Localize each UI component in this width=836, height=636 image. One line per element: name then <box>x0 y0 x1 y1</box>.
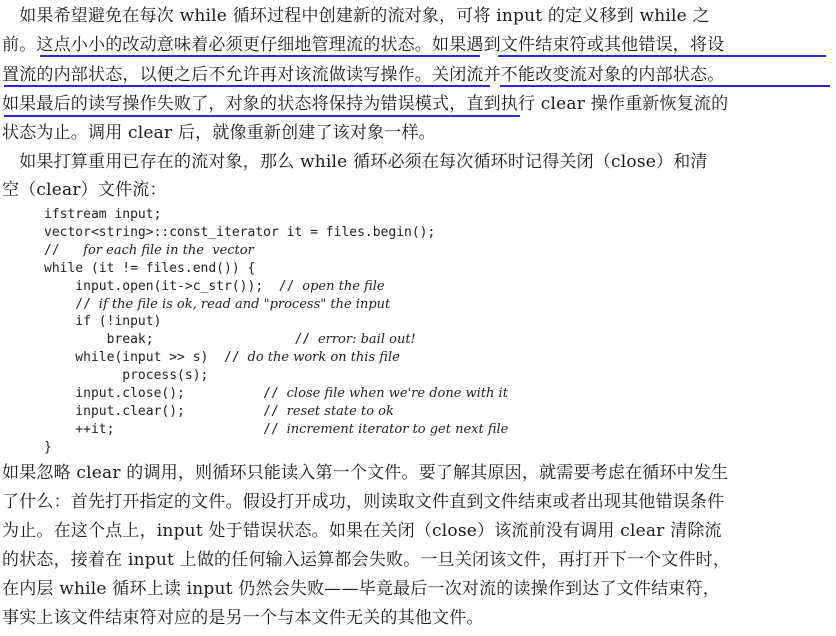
highlight-underline <box>4 85 490 87</box>
code-comment: close file when we're done with it <box>286 386 508 401</box>
paragraph-1-line-3: 置流的内部状态，以便之后不允许再对该流做读写操作。关闭流并不能改变流对象的内部状态。 <box>2 65 725 85</box>
code-text: while (it != files.end()) { <box>44 260 256 276</box>
code-line <box>44 331 416 349</box>
code-line <box>44 385 508 403</box>
code-line <box>44 278 385 296</box>
code-comment: error: bail out! <box>317 332 416 348</box>
paragraph-1-line-5: 状态为止。调用 clear 后，就像重新创建了该对象一样。 <box>2 123 436 143</box>
paragraph-2-line-1: 如果打算重用已存在的流对象，那么 while 循环必须在每次循环时记得关闭（close）和清 <box>2 152 708 172</box>
paragraph-3-line-3: 为止。在这个点上，input 处于错误状态。如果在关闭（close）该流前没有调用 clear 清除流 <box>2 521 722 541</box>
code-comment: for each file in the vector <box>83 242 254 258</box>
code-text: // <box>44 296 99 312</box>
code-line <box>44 349 400 367</box>
code-line <box>44 206 161 224</box>
highlight-underline <box>498 55 826 57</box>
paragraph-1-line-4: 如果最后的读写操作失败了，对象的状态将保持为错误模式，直到执行 clear 操作重新恢复流的 <box>2 94 729 114</box>
code-text: process(s); <box>44 368 209 384</box>
code-comment: if the file is ok, read and "process" the input <box>98 296 391 312</box>
code-text: input.open(it->c_str()); // <box>44 278 303 294</box>
code-text: input.clear(); // <box>44 403 287 419</box>
paragraph-3-line-6: 事实上该文件结束符对应的是另一个与本文件无关的其他文件。 <box>2 608 484 628</box>
code-line <box>44 260 255 278</box>
paragraph-3-line-5: 在内层 while 循环上读 input 仍然会失败——毕竟最后一次对流的读操作到达了文件结束符， <box>2 579 720 599</box>
code-line <box>44 367 208 385</box>
code-line <box>44 439 52 457</box>
code-text: ++it; // <box>44 421 287 437</box>
code-line <box>44 421 508 439</box>
paragraph-1-line-1: 如果希望避免在每次 while 循环过程中创建新的流对象，可将 input 的定义移到 while 之 <box>2 6 710 26</box>
code-line <box>44 403 394 421</box>
code-text: while(input >> s) // <box>44 350 248 366</box>
code-line <box>44 296 390 314</box>
code-text: // <box>44 242 84 258</box>
paragraph-3-line-1: 如果忽略 clear 的调用，则循环只能读入第一个文件。要了解其原因，就需要考虑在循环中发生 <box>2 463 729 483</box>
code-comment: reset state to ok <box>286 403 394 419</box>
code-text: ifstream input; <box>44 207 162 222</box>
code-comment: do the work on this file <box>247 350 400 366</box>
code-text: input.close(); // <box>44 386 287 401</box>
paragraph-3-line-4: 的状态，接着在 input 上做的任何输入运算都会失败。一旦关闭该文件，再打开下一个文件时， <box>2 550 731 570</box>
code-line <box>44 224 435 242</box>
code-text: if (!input) <box>44 314 162 330</box>
highlight-underline <box>4 115 520 117</box>
highlight-underline <box>500 85 830 87</box>
highlight-underline <box>40 55 480 57</box>
paragraph-3-line-2: 了什么：首先打开指定的文件。假设打开成功，则读取文件直到文件结束或者出现其他错误条件 <box>2 492 725 512</box>
code-text: break; // <box>44 332 318 348</box>
code-comment: increment iterator to get next file <box>286 421 509 437</box>
code-text: vector<string>::const_iterator it = files.begin(); <box>44 224 436 240</box>
code-line <box>44 313 161 331</box>
code-line <box>44 242 254 260</box>
code-comment: open the file <box>302 278 385 294</box>
code-text: } <box>44 439 52 455</box>
paragraph-1-line-2: 前。这点小小的改动意味着必须更仔细地管理流的状态。如果遇到文件结束符或其他错误，将设 <box>2 35 725 55</box>
paragraph-2-line-2: 空（clear）文件流： <box>2 180 167 200</box>
